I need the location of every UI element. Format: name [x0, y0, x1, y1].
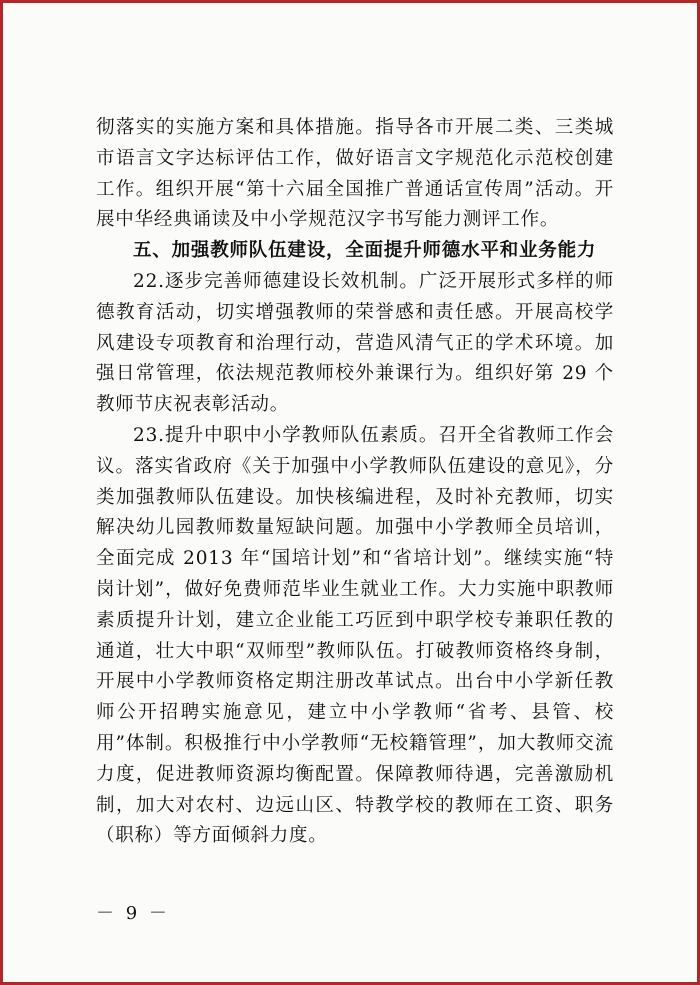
- section-heading: 五、加强教师队伍建设，全面提升师德水平和业务能力: [133, 240, 597, 262]
- page-number: － 9 －: [96, 903, 170, 924]
- paragraph-22: 22.逐步完善师德建设长效机制。广泛开展形式多样的师德教育活动，切实增强教师的荣誉感和责任感。开展高校学风建设专项教育和治理行动，营造风清气正的学术环境。加强日常管理，依法规范教师校外兼课行为。组织好第 29 个教师节庆祝表彰活动。: [96, 270, 614, 416]
- paragraph-23: 23.提升中职中小学教师队伍素质。召开全省教师工作会议。落实省政府《关于加强中小学教师队伍建设的意见》，分类加强教师队伍建设。加快核编进程，及时补充教师，切实解决幼儿园教师数量短缺问题。加强中小学教师全员培训，全面完成 2013 年“国培计划”和“省培计划”。继续实施“特岗计划”，做好免费师范毕业生就业工作。大力实施中职教师素质提升计划，建立企业能工巧匠到中职学校专兼职任教的通道，壮大中职“双师型”教师队伍。打破教师资格终身制，开展中小学教师资格定期注册改革试点。出台中小学新任教师公开招聘实施意见，建立中小学教师“省考、县管、校用”体制。积极推行中小学教师“无校籍管理”，加大教师交流力度，促进教师资源均衡配置。保障教师待遇，完善激励机制，加大对农村、边远山区、特教学校的教师在工资、职务（职称）等方面倾斜力度。: [96, 424, 614, 847]
- document-body: [96, 113, 614, 852]
- paragraph-continuation: 彻落实的实施方案和具体措施。指导各市开展二类、三类城市语言文字达标评估工作，做好语言文字规范化示范校创建工作。组织开展“第十六届全国推广普通话宣传周”活动。开展中华经典诵读及中小学规范汉字书写能力测评工作。: [96, 117, 614, 231]
